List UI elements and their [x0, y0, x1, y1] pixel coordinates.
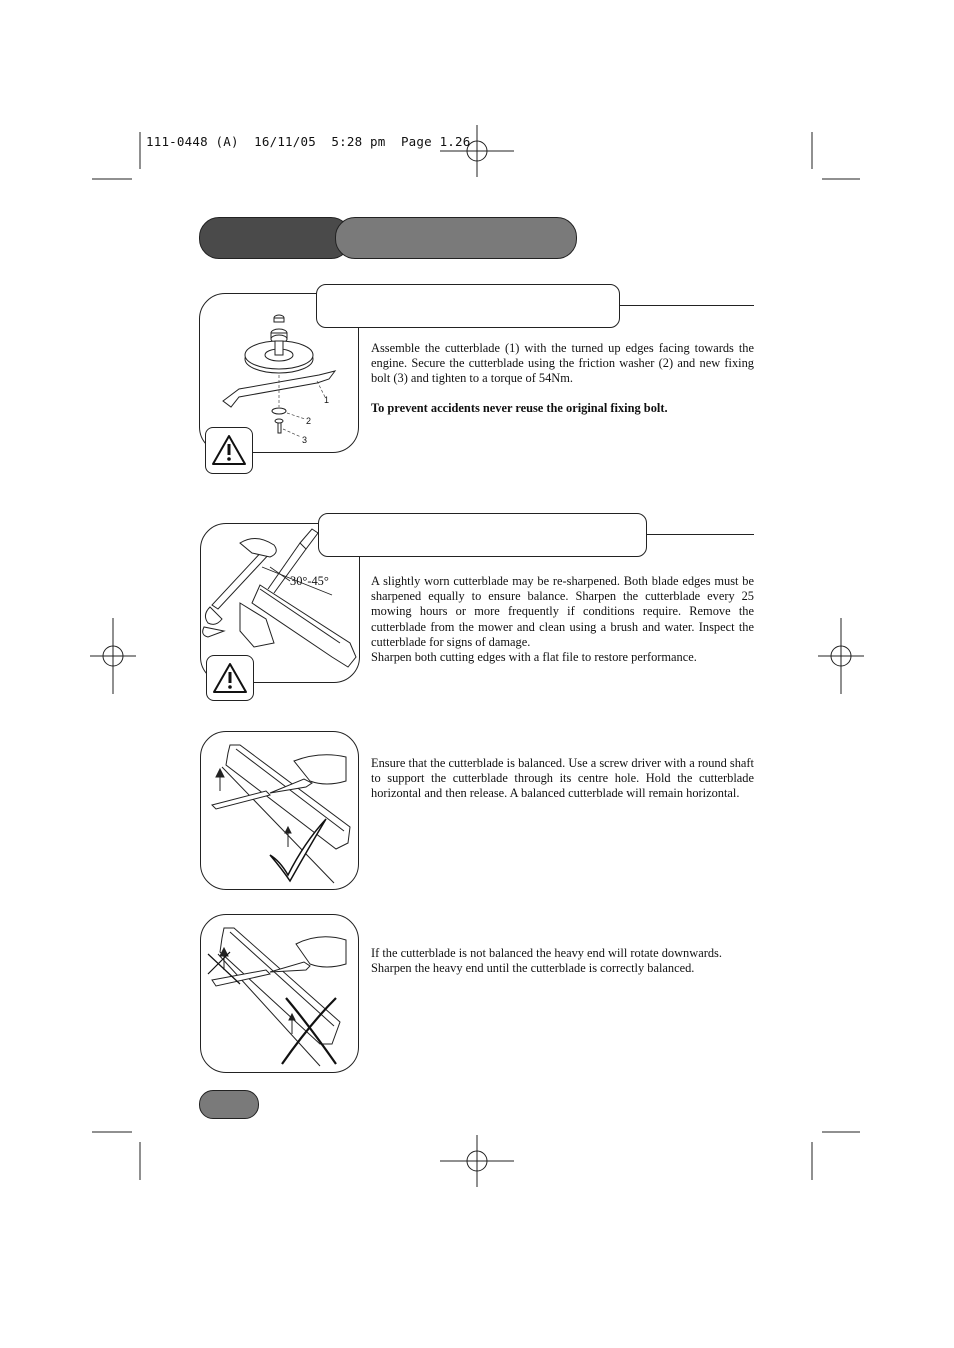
registration-mark-right [818, 618, 864, 694]
section-1-warning: To prevent accidents never reuse the original fixing bolt. [371, 400, 668, 415]
registration-mark-bottom [440, 1135, 514, 1187]
section-4-text: If the cutterblade is not balanced the heavy end will rotate downwards. Sharpen the heavy end until the cutterblade is correctly balanced. [371, 946, 722, 976]
registration-mark-top [440, 125, 514, 177]
section-1-rule [620, 305, 754, 306]
print-slug: 111-0448 (A) 16/11/05 5:28 pm Page 1.26 [146, 134, 471, 149]
chapter-tab [199, 217, 351, 259]
unbalanced-blade-illustration [200, 914, 360, 1074]
section-2-rule [647, 534, 754, 535]
section-2-heading-box [318, 513, 647, 557]
section-1-paragraph: Assemble the cutterblade (1) with the turned up edges facing towards the engine. Secure the cutterblade using the friction washer (2) and new fixing bolt (3) and tighten to a torque of 54Nm. [371, 341, 754, 386]
section-3-text: Ensure that the cutterblade is balanced. Use a screw driver with a round shaft to support the cutterblade through its centre hole. Hold the cutterblade horizontal and then release. A balanced cutterblade will remain horizontal. [371, 756, 754, 801]
warning-triangle-icon [211, 434, 247, 466]
section-1-text [371, 341, 754, 416]
callout-2: 2 [306, 416, 312, 426]
callout-3: 3 [302, 435, 308, 445]
registration-mark-left [90, 618, 136, 694]
angle-label: 30°-45° [290, 574, 329, 588]
section-title-tab [335, 217, 577, 259]
warning-triangle-icon [212, 662, 248, 694]
section-2-paragraph-1: A slightly worn cutterblade may be re-sharpened. Both blade edges must be sharpened equally to ensure balance. Sharpen the cutterblade every 25 mowing hours or more frequently if conditions require. Remove the cutterblade from the mower and clean using a brush and water. Inspect the cutterblade for signs of damage. [371, 574, 754, 649]
section-1-heading-box [316, 284, 620, 328]
balanced-blade-illustration [200, 731, 360, 891]
tick-icon [270, 819, 326, 881]
page-number-tab [199, 1090, 259, 1119]
section-2-text [371, 574, 754, 665]
section-2-paragraph-2: Sharpen both cutting edges with a flat file to restore performance. [371, 650, 697, 665]
callout-1: 1 [324, 395, 330, 405]
